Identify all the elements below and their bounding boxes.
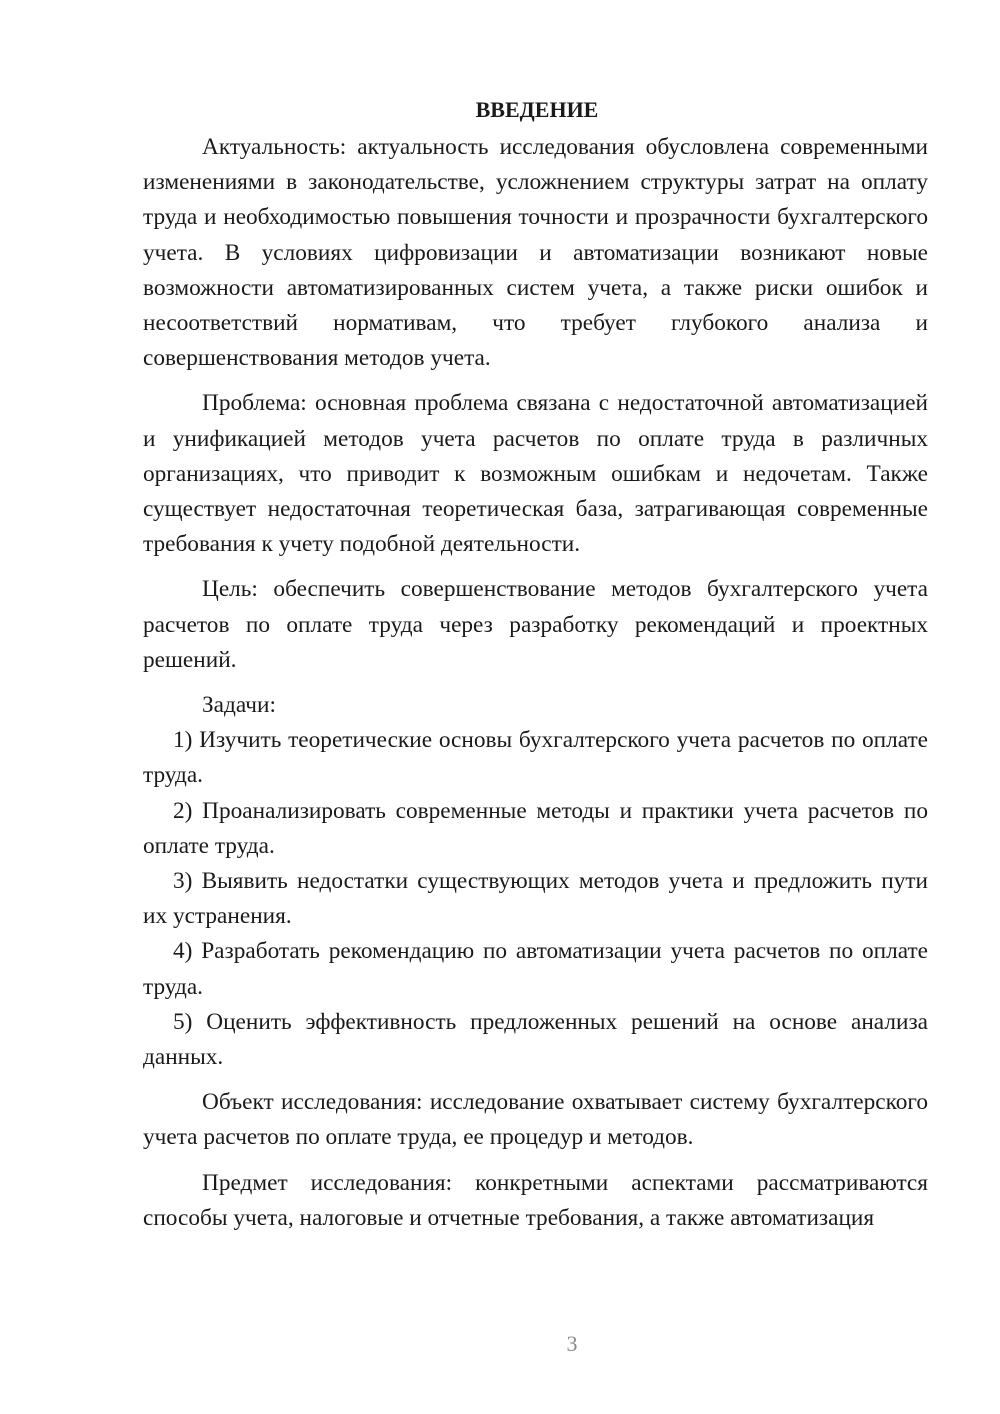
section-title: ВВЕДЕНИЕ [475, 97, 599, 122]
tasks-heading: Задачи: [202, 692, 276, 719]
task-item: 1) Изучить теоретические основы бухгалтерского учета расчетов по оплате труда. [143, 727, 928, 789]
task-item: 3) Выявить недостатки существующих методов учета и предложить пути их устранения. [143, 868, 928, 930]
paragraph-problem: Проблема: основная проблема связана с недостаточной автоматизацией и унификацией методов учета расчетов по оплате труда в различных организациях, что приводит к возможным ошибкам и недочетам. Также существует недостаточная теоретическая база, затрагивающая современные требования к учету подобной деятельности. [143, 390, 928, 558]
task-item: 4) Разработать рекомендацию по автоматизации учета расчетов по оплате труда. [143, 938, 928, 1000]
page-number: 3 [566, 1331, 578, 1356]
paragraph-object: Объект исследования: исследование охватывает систему бухгалтерского учета расчетов по оплате труда, ее процедур и методов. [143, 1089, 928, 1151]
paragraph-relevance: Актуальность: актуальность исследования обусловлена современными изменениями в законодательстве, усложнением структуры затрат на оплату труда и необходимостью повышения точности и прозрачности бухгалтерского учета. В условиях цифровизации и автоматизации возникают новые возможности автоматизированных систем учета, а также риски ошибок и несоответствий нормативам, что требует глубокого анализа и совершенствования методов учета. [143, 134, 928, 372]
document-page [143, 92, 928, 1236]
paragraph-subject: Предмет исследования: конкретными аспектами рассматриваются способы учета, налоговые и отчетные требования, а также автоматизация [143, 1169, 928, 1231]
paragraph-goal: Цель: обеспечить совершенствование методов бухгалтерского учета расчетов по оплате труда через разработку рекомендаций и проектных решений. [143, 576, 928, 673]
task-item: 2) Проанализировать современные методы и практики учета расчетов по оплате труда. [143, 797, 928, 859]
task-item: 5) Оценить эффективность предложенных решений на основе анализа данных. [143, 1008, 928, 1071]
